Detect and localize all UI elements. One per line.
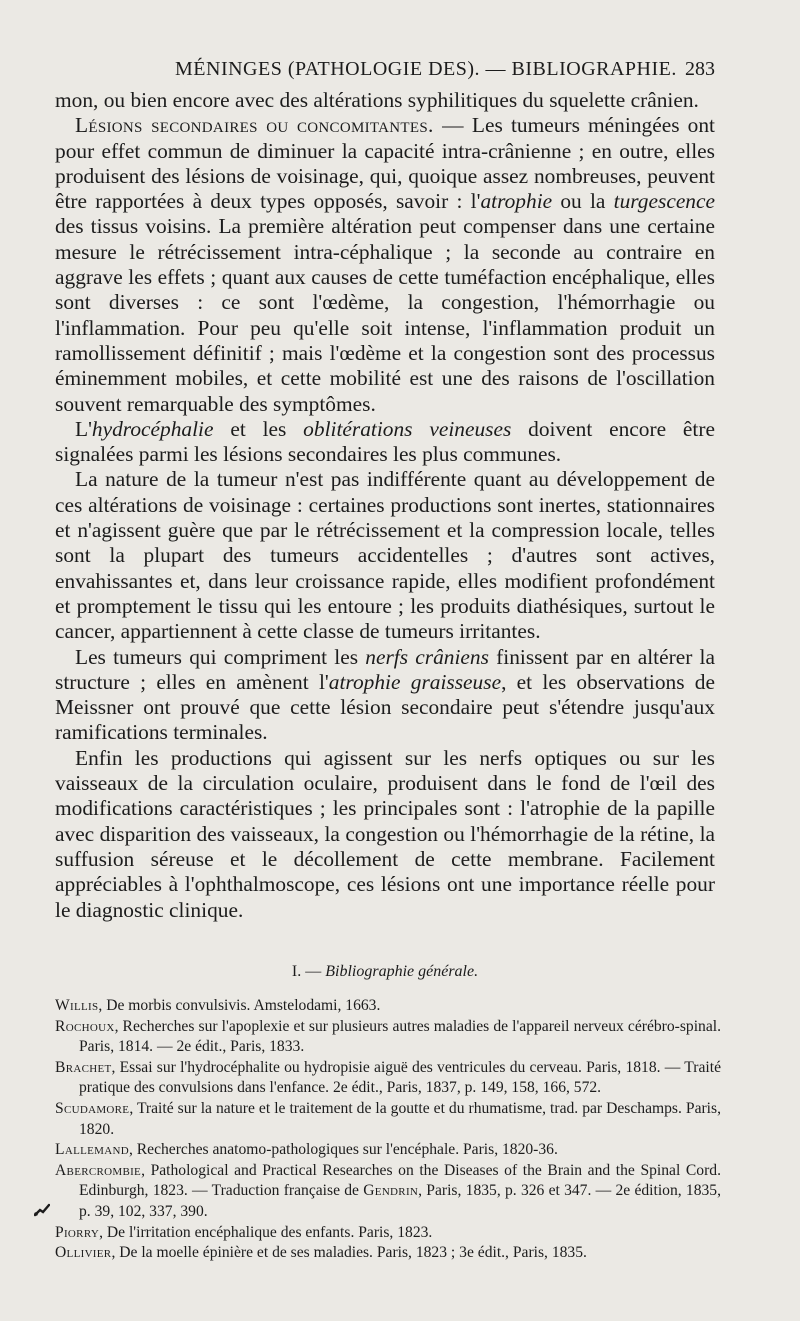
bibliography-entry: Willis, De morbis convulsivis. Amstelodami, 1663. [55,997,381,1014]
bibliography-entry: Brachet, Essai sur l'hydrocéphalite ou hydropisie aiguë des ventricules du cerveau. Paris, 1818. — Traité pratique des convulsions dans l'enfance. 2e édit., Paris, 1837, p. 149, 158, 166, 572. [55,1058,721,1097]
bibliography-entry: Scudamore, Traité sur la nature et le traitement de la goutte et du rhumatisme, trad. par Deschamps. Paris, 1820. [55,1099,721,1138]
bibliography-entry: Lallemand, Recherches anatomo-pathologiques sur l'encéphale. Paris, 1820-36. [55,1141,558,1159]
running-header [55,54,715,84]
bibliography-entry: Piorry, De l'irritation encéphalique des enfants. Paris, 1823. [55,1223,433,1241]
bibliography-entry: Abercrombie, Pathological and Practical Researches on the Diseases of the Brain and the Spinal Cord. Edinburgh, 1823. — Traduction française de Gendrin, Paris, 1835, p. 326 et 347. — 2e édition, 1835, p. 39, 102, 337, 390. [55,1161,721,1220]
paragraph: Enfin les productions qui agissent sur les nerfs optiques ou sur les vaisseaux de la circulation oculaire, produisent dans le fond de l'œil des modifications caractéristiques ; les principales sont : l'atrophie de la papille avec disparition des vaisseaux, la congestion ou l'hémorrhagie de la rétine, la suffusion séreuse et le décollement de cette membrane. Facilement appréciables à l'ophthalmoscope, ces lésions ont une importance réelle pour le diagnostic clinique. [55,745,715,922]
running-title: MÉNINGES (PATHOLOGIE DES). — BIBLIOGRAPHIE. [175,58,677,80]
paragraph: Lésions secondaires ou concomitantes. — Les tumeurs méningées ont pour effet commun de diminuer la capacité intra-crânienne ; en outre, elles produisent des lésions de voisinage, qui, quoique assez nombreuses, peuvent être rapportées à deux types opposés, savoir : l'atrophie ou la turgescence des tissus voisins. La première altération peut compenser dans une certaine mesure le rétrécissement intra-céphalique ; la seconde au contraire en aggrave les effets ; quant aux causes de cette tuméfaction encéphalique, elles sont diverses : ce sont l'œdème, la congestion, l'hémorrhagie ou l'inflammation. Pour peu qu'elle soit intense, l'inflammation produit un ramollissement définitif ; mais l'œdème et la congestion sont des processus éminemment mobiles, et cette mobilité est une des raisons de l'oscillation souvent remarquable des symptômes. [55,113,716,416]
bibliography-entry: Ollivier, De la moelle épinière et de ses maladies. Paris, 1823 ; 3e édit., Paris, 1835. [55,1244,587,1262]
paragraph: Les tumeurs qui compriment les nerfs crâniens finissent par en altérer la structure ; elles en amènent l'atrophie graisseuse, et les observations de Meissner ont prouvé que cette lésion secondaire peut s'étendre jusqu'aux ramifications terminales. [55,644,715,745]
paragraph: L'hydrocéphalie et les oblitérations veineuses doivent encore être signalées parmi les lésions secondaires les plus communes. [55,416,715,467]
page-number: 283 [685,58,715,80]
bibliography-heading: I. — Bibliographie générale. [291,963,479,980]
paragraph: mon, ou bien encore avec des altérations syphilitiques du squelette crânien. [55,88,699,112]
main-text [55,88,715,923]
bibliography-entry: Rochoux, Recherches sur l'apoplexie et sur plusieurs autres maladies de l'appareil nerveux cérébro-spinal. Paris, 1814. — 2e édit., Paris, 1833. [55,1017,721,1056]
ink-mark-icon [34,1203,50,1217]
bibliography-list [55,996,721,1264]
paragraph: La nature de la tumeur n'est pas indifférente quant au développement de ces altérations de voisinage : certaines productions sont inertes, stationnaires et n'agissent guère que par le rétrécissement et la compression locale, telles sont la plupart des tumeurs accidentelles ; d'autres sont actives, envahissantes et, dans leur croissance rapide, elles modifient profondément et promptement le tissu qui les entoure ; les produits diathésiques, surtout le cancer, appartiennent à cette classe de tumeurs irritantes. [55,467,715,644]
section-lead: Lésions secondaires ou concomitantes. — [75,113,464,138]
